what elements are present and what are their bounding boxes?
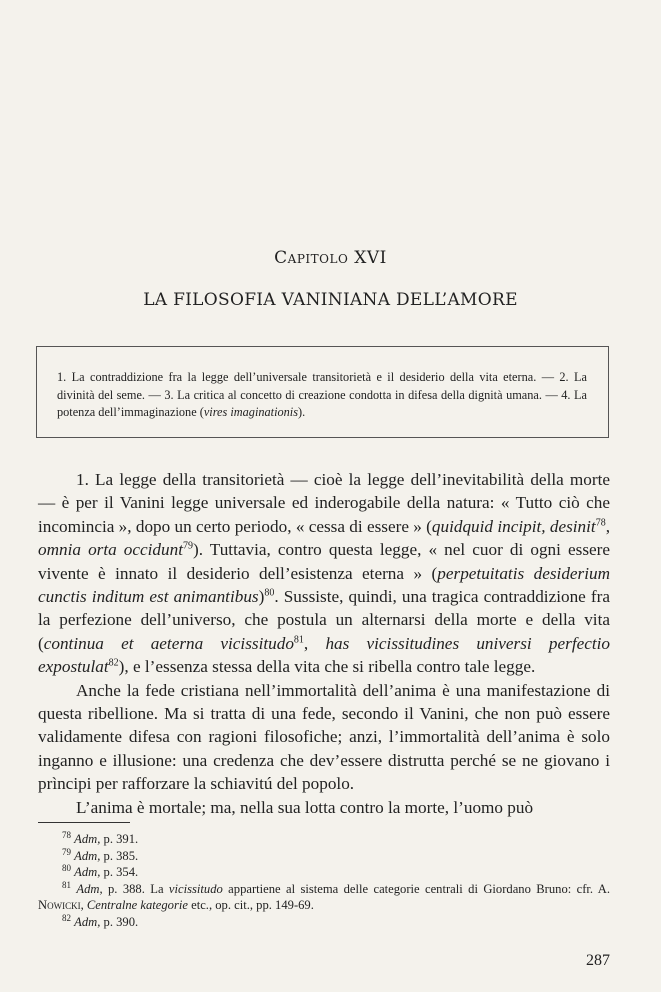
- footnote-ref-79[interactable]: 79: [183, 540, 193, 552]
- footnote-79: $^{79}$ Adm, p. 385.: [62, 846, 139, 863]
- footnote-80: $^{80}$ Adm, p. 354.: [62, 863, 139, 880]
- footnote-ref-80[interactable]: 80: [264, 587, 275, 599]
- chapter-number: Capitolo XVI: [274, 248, 387, 268]
- chapter-summary: 1. La contraddizione fra la legge dell’universale transitorietà e il desiderio della vita eterna. — 2. La divinità del seme. — 3. La critica al concetto di creazione condotta in difesa della dignità umana. — 4. La potenza dell’immaginazione (vires imaginationis).: [57, 370, 587, 420]
- page-number: 287: [586, 952, 610, 969]
- paragraph-1: 1. La legge della transitorietà — cioè la legge dell’inevitabilità della morte — è per il Vanini legge universale ed inderogabile della natura: « Tutto ciò che incomincia », dopo un certo periodo, « cessa di essere » (quidquid incipit, desinit$^{78}$, omnia orta occidunt$^{79}$). Tuttavia, contro questa legge, « nel cuor di ogni essere vivente è innato il desiderio dell’esistenza eterna » (perpetuitatis desiderium cunctis inditum est animantibus)$^{80}$. Sussiste, quindi, una tragica contraddizione fra la perfezione dell’universo, che postula un alternarsi della morte e della vita (continua et aeterna vicissitudo$^{81}$, has vicissitudines universi perfectio expostulat$^{82}$), e l’essenza stessa della vita che si ribella contro tale legge.: [38, 470, 611, 677]
- footnote-82: $^{82}$ Adm, p. 390.: [62, 912, 139, 929]
- chapter-title: LA FILOSOFIA VANINIANA DELL’AMORE: [143, 290, 518, 310]
- paragraph-3: L’anima è mortale; ma, nella sua lotta contro la morte, l’uomo può: [76, 797, 534, 817]
- footnote-81: $^{81}$ Adm, p. 388. La vicissitudo appartiene al sistema delle categorie centrali di Giordano Bruno: cfr. A. Nowicki, Centralne kategorie etc., op. cit., pp. 149-69.: [38, 879, 610, 913]
- body-text: [38, 468, 610, 819]
- footnote-78: $^{78}$ Adm, p. 391.: [62, 829, 139, 846]
- footnote-ref-78[interactable]: 78: [595, 517, 606, 529]
- paragraph-2: Anche la fede cristiana nell’immortalità dell’anima è una manifestazione di questa ribellione. Ma si tratta di una fede, secondo il Vanini, che non può essere validamente difesa con ragioni filosofiche; anzi, l’immortalità dell’anima è solo inganno e illusione: una credenza che dev’essere distrutta perché se ne giovano i prìncipi per rafforzare la schiavitú del popolo.: [38, 680, 610, 794]
- footnotes: [38, 831, 610, 931]
- footnote-ref-81[interactable]: 81: [293, 634, 304, 646]
- footnote-ref-82[interactable]: 82: [108, 657, 119, 669]
- footnote-divider: [38, 822, 130, 823]
